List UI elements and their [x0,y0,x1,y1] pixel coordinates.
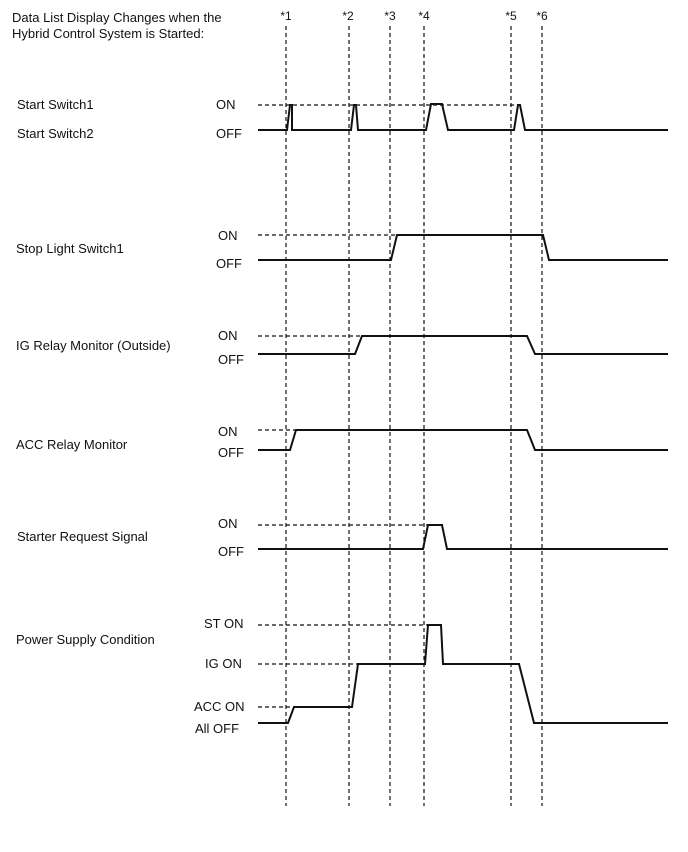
state-label-on: ON [218,516,238,531]
state-label-on: ON [218,424,238,439]
signal-label-start-switch2: Start Switch2 [17,126,94,141]
reference-lines [258,105,518,707]
signal-label-power-supply: Power Supply Condition [16,632,155,647]
title-line-1: Data List Display Changes when the [12,10,222,25]
state-label-all-off: All OFF [195,721,240,736]
time-marker-1: *1 [280,9,292,23]
state-label-off: OFF [218,445,244,460]
state-label-on: ON [218,228,238,243]
state-label-on: ON [218,328,238,343]
waveform-ig-relay-monitor [258,336,668,354]
signal-label-ig-relay-monitor: IG Relay Monitor (Outside) [16,338,171,353]
state-label-off: OFF [216,256,242,271]
time-marker-5: *5 [505,9,517,23]
signal-label-starter-request: Starter Request Signal [17,529,148,544]
state-label-acc-on: ACC ON [194,699,245,714]
time-marker-lines [286,26,542,806]
waveform-power-supply [258,625,668,723]
signal-label-start-switch1: Start Switch1 [17,97,94,112]
time-marker-4: *4 [418,9,430,23]
state-label-ig-on: IG ON [205,656,242,671]
state-label-off: OFF [216,126,242,141]
waveform-acc-relay-monitor [258,430,668,450]
signal-label-acc-relay-monitor: ACC Relay Monitor [16,437,128,452]
signal-label-stop-light-switch1: Stop Light Switch1 [16,241,124,256]
time-markers [280,9,548,23]
waveform-starter-request [258,525,668,549]
time-marker-6: *6 [536,9,548,23]
state-label-off: OFF [218,352,244,367]
title-line-2: Hybrid Control System is Started: [12,26,205,41]
waveform-stop-light-switch1 [258,235,668,260]
time-marker-2: *2 [342,9,354,23]
state-label-on: ON [216,97,236,112]
waveform-start-switch [258,104,668,130]
state-label-off: OFF [218,544,244,559]
waveforms [258,104,668,723]
time-marker-3: *3 [384,9,396,23]
state-label-st-on: ST ON [204,616,244,631]
